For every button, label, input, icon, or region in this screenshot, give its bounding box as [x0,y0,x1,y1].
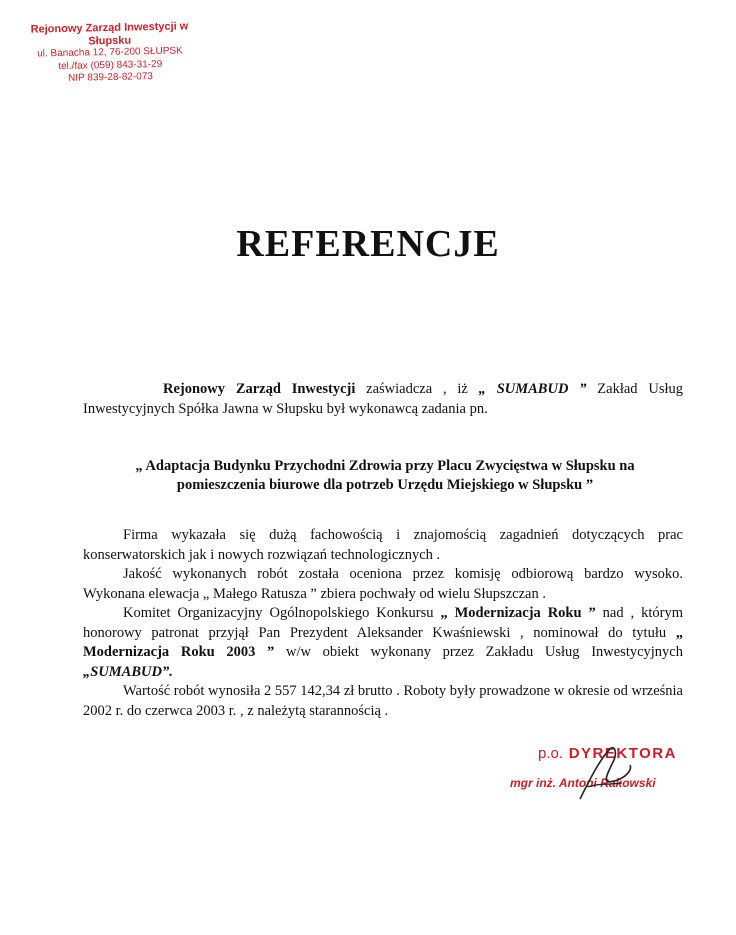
project-line-2: pomieszczenia biurowe dla potrzeb Urzędu Miejskiego w Słupsku ” [176,477,594,493]
stamp-nip: NIP 839-28-82-073 [67,71,154,84]
paragraph-quality: Jakość wykonanych robót została oceniona przez komisję odbiorową bardzo wysoko. Wykonana elewacja „ Małego Ratusza ” zbiera pochwały od wielu Słupszczan . [83,566,683,602]
competition-text-a: Komitet Organizacyjny Ogólnopolskiego Konkursu [123,605,441,621]
issuer-name: Rejonowy Zarząd Inwestycji [163,381,356,397]
intro-paragraph [83,380,683,419]
role-prefix: p.o. [538,745,564,762]
company-name: „ SUMABUD ” [478,381,587,397]
stamp-address: ul. Banacha 12, 76-200 SŁUPSK [37,45,183,60]
intro-text-b: Zakład Usług Inwestycyjnych Spółka Jawna w Słupsku był wykonawcą zadania pn. [83,381,683,417]
signatory-name: mgr inż. Antoni Rakowski [510,776,656,790]
paragraph-value: Wartość robót wynosiła 2 557 142,34 zł brutto . Roboty były prowadzone w okresie od września 2002 r. do czerwca 2003 r. , z należytą starannością . [83,683,683,719]
body-paragraphs [83,526,683,721]
stamp-name: Rejonowy Zarząd Inwestycji w Słupsku [30,20,189,47]
role-title: DYREKTORA [568,745,677,762]
award-title: „ Modernizacja Roku 2003 ” [83,624,683,660]
company-stamp [9,20,210,87]
stamp-phone: tel./fax (059) 843-31-29 [58,58,163,72]
project-title [95,457,675,495]
company-name-2: „SUMABUD”. [83,663,173,680]
handwritten-signature [570,739,640,809]
paragraph-expertise: Firma wykazała się dużą fachowością i znajomością zagadnień dotyczących prac konserwatorskich jak i nowych rozwiązań technologicznych . [83,527,683,563]
intro-text-a: zaświadcza , iż [355,381,479,397]
paragraph-competition [83,604,683,682]
competition-text-c: nad , którym honorowy patronat przyjął Pan Prezydent Aleksander Kwaśniewski , nominował do tytułu [83,605,683,641]
signature-block [510,745,700,790]
competition-text-e: w/w obiekt wykonany przez Zakładu Usług Inwestycyjnych [274,644,683,660]
document-title: REFERENCJE [236,223,500,265]
competition-name: „ Modernizacja Roku ” [440,605,596,621]
project-line-1: „ Adaptacja Budynku Przychodni Zdrowia przy Placu Zwycięstwa w Słupsku na [135,458,635,474]
